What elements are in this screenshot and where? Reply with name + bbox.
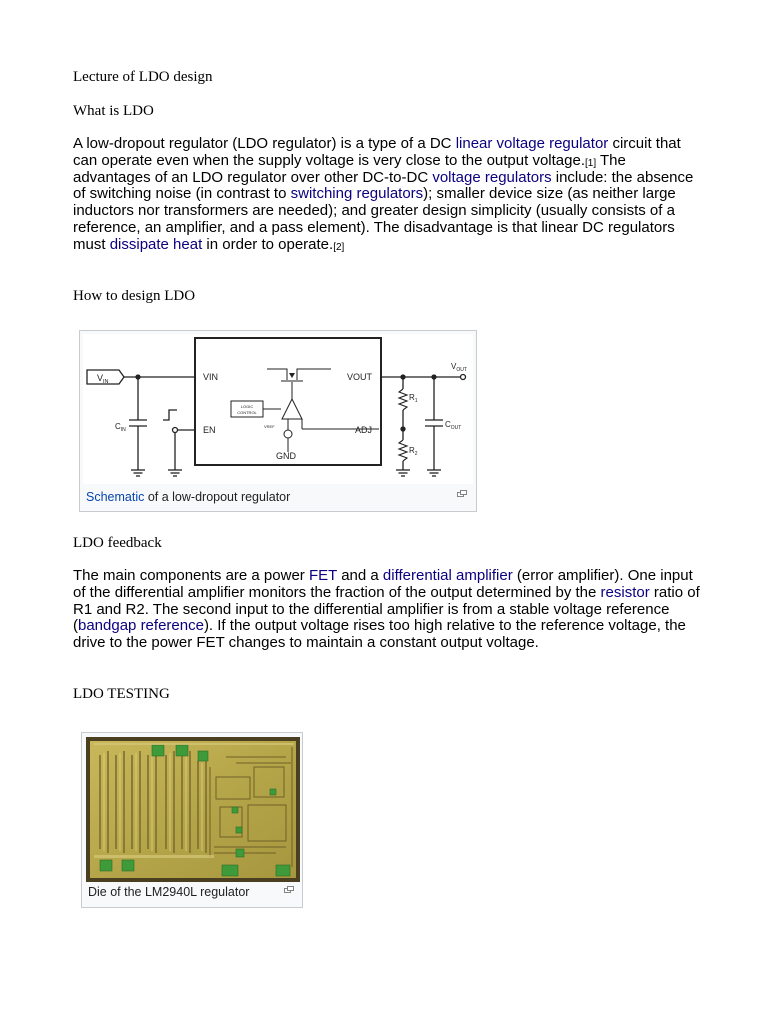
figure-caption-schematic: Schematic of a low-dropout regulator <box>86 490 291 504</box>
link-voltage-regulators[interactable]: voltage regulators <box>432 168 552 186</box>
link-schematic[interactable]: Schematic <box>86 490 145 504</box>
svg-text:EN: EN <box>203 425 216 435</box>
heading-ldo-feedback: LDO feedback <box>73 535 162 551</box>
die-image[interactable] <box>86 737 300 882</box>
figure-ldo-schematic <box>79 330 477 512</box>
link-fet[interactable]: FET <box>308 567 338 584</box>
reference-2[interactable]: [2] <box>333 241 345 253</box>
ldo-schematic-diagram <box>83 334 473 484</box>
svg-text:VIN: VIN <box>203 372 219 382</box>
svg-text:VOUT: VOUT <box>347 372 373 382</box>
enlarge-icon[interactable] <box>284 886 294 893</box>
paragraph-feedback: The main components are a power FET and a differential amplifier (error amplifier). One input of the differential amplifier monitors the fraction of the output determined by the resistor ratio of R1 and R2. The second input to the differential amplifier is from a stable voltage reference (bandgap reference). If the output voltage rises too high relative to the reference voltage, the drive to the power FET changes to maintain a constant output voltage. <box>73 567 700 652</box>
svg-text:ADJ: ADJ <box>355 425 373 435</box>
doc-title: Lecture of LDO design <box>73 69 213 85</box>
link-resistor[interactable]: resistor <box>600 583 650 601</box>
reference-1[interactable]: [1] <box>585 157 597 169</box>
link-switching-regulators[interactable]: switching regulators <box>290 185 424 203</box>
svg-text:CONTROL: CONTROL <box>237 410 257 415</box>
svg-text:VIN: $V_{IN}$ <box>97 373 109 385</box>
r2-label: $R_2$ <box>409 446 418 457</box>
figure-die-photo <box>81 732 303 908</box>
svg-text:GND: GND <box>276 451 296 461</box>
link-linear-voltage-regulator[interactable]: linear voltage regulator <box>455 135 609 152</box>
svg-text:VREF: VREF <box>264 424 275 429</box>
link-bandgap-reference[interactable]: bandgap reference <box>78 617 204 635</box>
figure-caption-die: Die of the LM2940L regulator <box>88 885 250 899</box>
heading-how-to-design: How to design LDO <box>73 288 196 304</box>
heading-what-is-ldo: What is LDO <box>73 103 154 119</box>
vout-label: $V_{OUT}$ <box>451 362 467 373</box>
schematic-image[interactable] <box>83 334 473 484</box>
link-differential-amplifier[interactable]: differential amplifier <box>382 567 513 584</box>
r1-label: $R_1$ <box>409 393 418 404</box>
cout-label: $C_{OUT}$ <box>445 420 462 431</box>
heading-ldo-testing: LDO TESTING <box>73 686 170 702</box>
cin-label: $C_{IN}$ <box>115 422 126 433</box>
link-dissipate-heat[interactable]: dissipate heat <box>109 235 203 253</box>
paragraph-intro: A low-dropout regulator (LDO regulator) is a type of a DC linear voltage regulator circuit that can operate even when the supply voltage is very close to the output voltage.[1] The advantages of an LDO regulator over other DC-to-DC voltage regulators include: the absence of switching noise (in contrast to switching regulators); smaller device size (as neither large inductors nor transformers are needed); and greater design simplicity (usually consists of a reference, an amplifier, and a pass element). The disadvantage is that linear DC regulators must dissipate heat in order to operate.[2] <box>73 135 694 253</box>
lm2940l-die-photo <box>86 737 300 882</box>
enlarge-icon[interactable] <box>457 490 467 497</box>
svg-text:LOGIC: LOGIC <box>240 404 254 409</box>
